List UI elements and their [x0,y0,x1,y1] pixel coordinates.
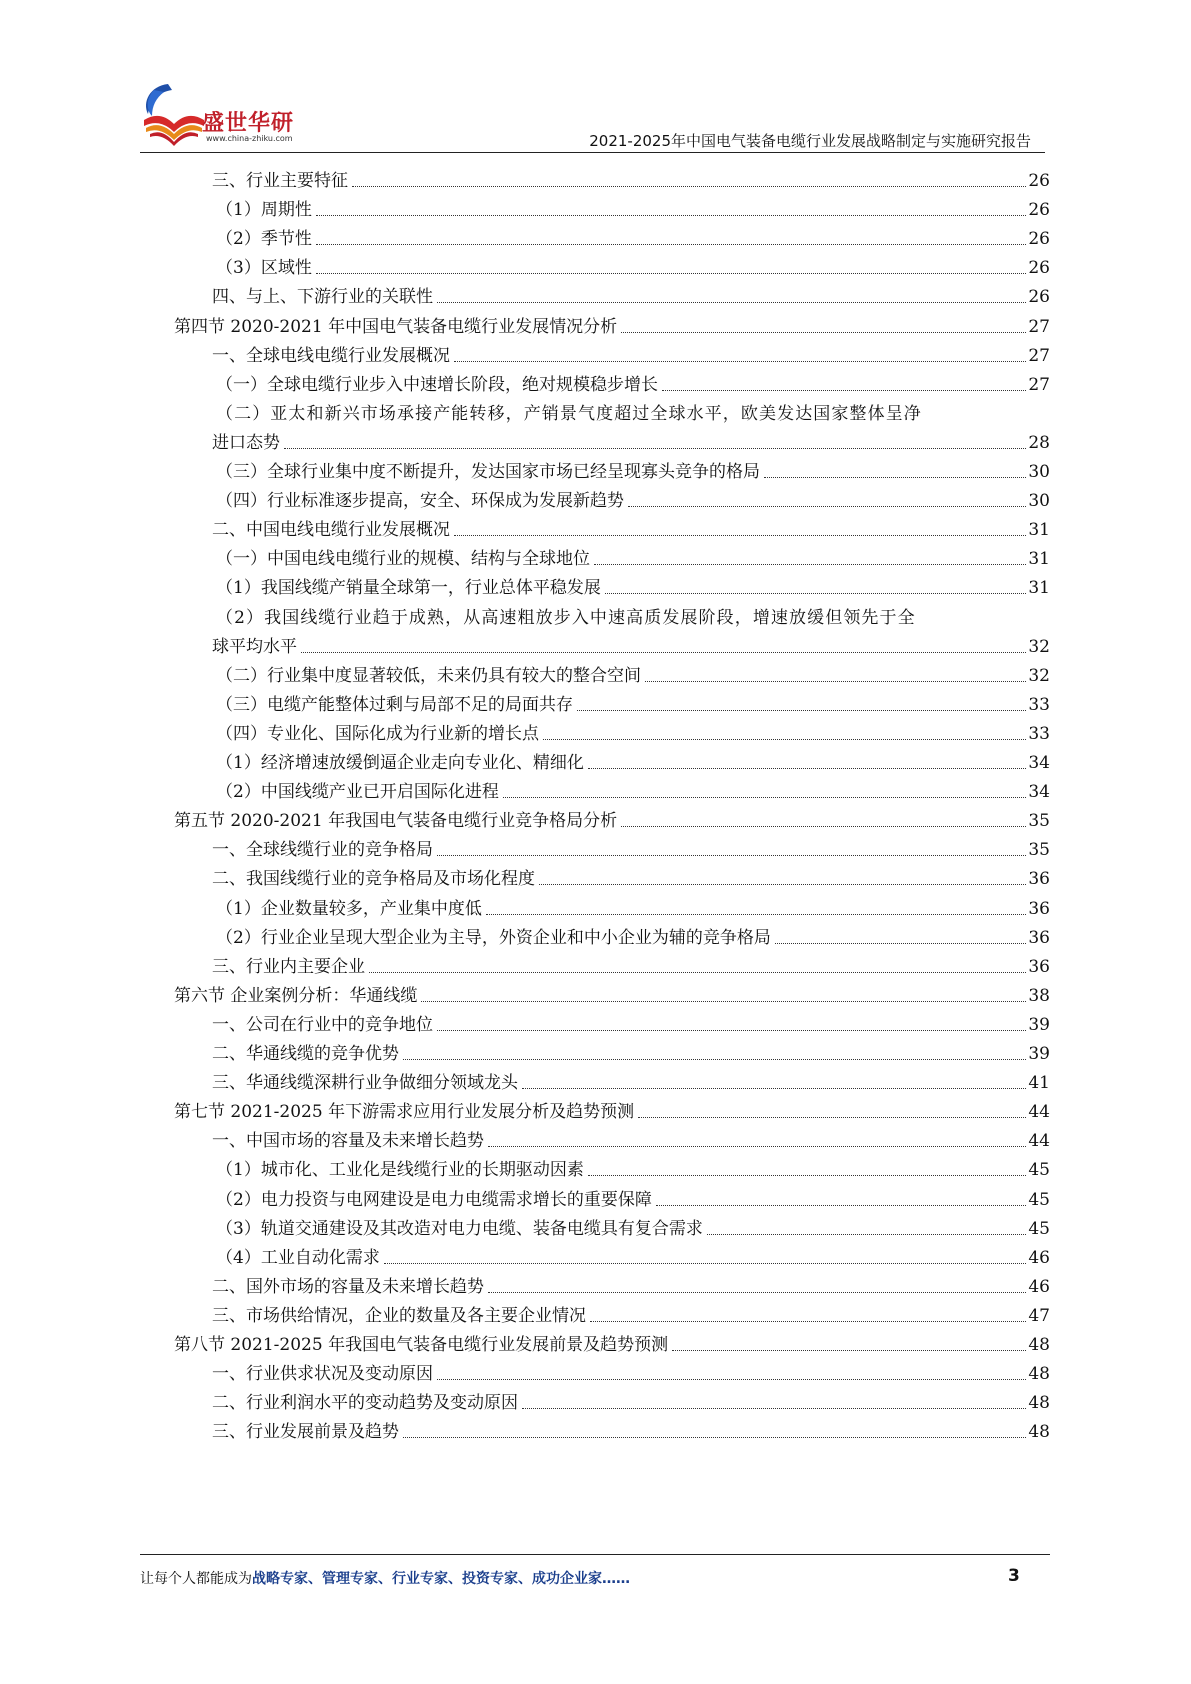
dot-leader [707,1234,1027,1235]
dot-leader [384,1263,1027,1264]
toc-entry-text: 第四节 2020-2021 年中国电气装备电缆行业发展情况分析 [174,316,618,337]
dot-leader [316,215,1027,216]
toc-entry-text: 一、全球电线电缆行业发展概况 [212,345,450,366]
toc-page-number: 39 [1028,1044,1050,1064]
toc-page-number: 32 [1028,665,1050,686]
toc-entry-text: （3）轨道交通建设及其改造对电力电缆、装备电缆具有复合需求 [216,1218,703,1239]
toc-entry-text: （2）电力投资与电网建设是电力电缆需求增长的重要保障 [216,1189,652,1210]
toc-entry-text: 三、市场供给情况，企业的数量及各主要企业情况 [212,1305,586,1326]
toc-entry[interactable] [216,715,1050,745]
toc-page-number: 36 [1028,956,1050,977]
toc-page-number: 36 [1028,927,1050,948]
toc-entry[interactable] [212,1268,1050,1298]
logo-url: www.china-zhiku.com [206,134,293,143]
toc-entry-text: 一、全球线缆行业的竞争格局 [212,840,433,861]
toc-page-number: 34 [1028,753,1050,773]
toc-entry-text: （1）经济增速放缓倒逼企业走向专业化、精细化 [216,753,584,773]
toc-page-number: 38 [1028,985,1050,1006]
dot-leader [590,1321,1026,1322]
toc-entry[interactable] [212,1006,1050,1036]
toc-entry[interactable] [212,162,1050,192]
toc-page-number: 39 [1028,1014,1050,1035]
toc-page-number: 35 [1028,840,1050,861]
toc-page-number: 47 [1028,1305,1050,1326]
toc-entry-text: （二）行业集中度显著较低，未来仍具有较大的整合空间 [216,665,641,686]
toc-entry[interactable] [174,308,1050,338]
dot-leader [764,477,1026,478]
toc-entry-text: 第六节 企业案例分析：华通线缆 [174,985,418,1006]
toc-entry[interactable] [216,686,1050,716]
toc-page-number: 27 [1028,345,1050,366]
footer-divider [140,1554,1050,1555]
slogan-highlight: 战略专家、管理专家、行业专家、投资专家、成功企业家…… [252,1571,630,1587]
toc-page-number: 32 [1028,636,1050,657]
page-number: 3 [1008,1566,1020,1586]
toc-page-number: 31 [1028,578,1050,599]
toc-page-number: 46 [1028,1276,1050,1297]
toc-page-number: 48 [1028,1364,1050,1385]
dot-leader [437,1379,1026,1380]
toc-page-number: 48 [1028,1335,1050,1355]
toc-entry[interactable] [212,1122,1050,1152]
toc-entry-text: 一、中国市场的容量及未来增长趋势 [212,1131,484,1152]
toc-entry-text: （1）企业数量较多，产业集中度低 [216,898,482,919]
dot-leader [621,332,1026,333]
toc-entry[interactable] [212,1384,1050,1414]
toc-entry[interactable] [212,337,1050,367]
toc-entry-text: 二、我国线缆行业的竞争格局及市场化程度 [212,869,535,890]
toc-page-number: 26 [1028,229,1050,250]
toc-entry[interactable] [212,948,1050,978]
toc-page-number: 26 [1028,287,1050,308]
toc-entry[interactable] [174,802,1050,832]
toc-entry-text: 四、与上、下游行业的关联性 [212,287,433,308]
toc-page-number: 35 [1028,811,1050,832]
dot-leader [437,302,1026,303]
toc-entry-text: （2）行业企业呈现大型企业为主导，外资企业和中小企业为辅的竞争格局 [216,927,771,948]
toc-entry[interactable] [212,1064,1050,1094]
toc-entry-text: （四）专业化、国际化成为行业新的增长点 [216,723,539,744]
toc-entry-text: 第八节 2021-2025 年我国电气装备电缆行业发展前景及趋势预测 [174,1335,669,1355]
dot-leader [628,506,1026,507]
dot-leader [588,768,1027,769]
toc-entry-text: （2）我国线缆行业趋于成熟，从高速粗放步入中速高质发展阶段，增速放缓但领先于全 [216,607,916,628]
page-header [0,0,1191,160]
toc-entry-continuation[interactable] [212,424,1050,454]
toc-entry[interactable] [212,831,1050,861]
toc-entry-text: （1）周期性 [216,200,312,221]
toc-entry-text: （一）中国电线电缆行业的规模、结构与全球地位 [216,549,590,570]
toc-entry[interactable] [212,1355,1050,1385]
toc-entry[interactable] [216,191,1050,221]
toc-page-number: 31 [1028,549,1050,570]
dot-leader [316,273,1027,274]
footer-slogan [140,1568,630,1588]
book-logo-icon [140,80,210,150]
dot-leader [301,652,1026,653]
toc-page-number: 30 [1028,462,1050,482]
toc-entry-text: （四）行业标准逐步提高，安全、环保成为发展新趋势 [216,491,624,512]
dot-leader [403,1437,1026,1438]
toc-entry-text: （1）我国线缆产销量全球第一，行业总体平稳发展 [216,578,601,599]
toc-entry[interactable] [216,1239,1050,1269]
toc-entry-text: 球平均水平 [212,636,297,657]
toc-entry-text: 一、行业供求状况及变动原因 [212,1364,433,1385]
dot-leader [488,1146,1026,1147]
dot-leader [662,390,1026,391]
dot-leader [454,361,1026,362]
logo-name: 盛世华研 [202,111,295,136]
toc-entry[interactable] [216,1210,1050,1240]
toc-page-number: 27 [1028,374,1050,395]
dot-leader [284,448,1026,449]
toc-page-number: 26 [1028,200,1050,221]
dot-leader [645,681,1026,682]
dot-leader [577,710,1026,711]
toc-page-number: 48 [1028,1393,1050,1414]
toc-entry-text: （2）中国线缆产业已开启国际化进程 [216,782,499,803]
dot-leader [656,1205,1027,1206]
dot-leader [437,855,1026,856]
dot-leader [522,1408,1026,1409]
toc-page-number: 34 [1028,782,1050,803]
toc-entry[interactable] [174,977,1050,1007]
toc-entry[interactable] [216,890,1050,920]
toc-entry[interactable] [216,220,1050,250]
toc-entry[interactable] [216,657,1050,687]
dot-leader [403,1059,1026,1060]
toc-entry[interactable] [216,1181,1050,1211]
dot-leader [437,1030,1026,1031]
toc-entry-text: 进口态势 [212,432,280,453]
toc-entry[interactable] [212,278,1050,308]
toc-entry[interactable] [216,453,1050,483]
toc-entry-text: （一）全球电缆行业步入中速增长阶段，绝对规模稳步增长 [216,374,658,395]
dot-leader [454,535,1026,536]
toc-page-number: 30 [1028,491,1050,512]
dot-leader [503,797,1027,798]
toc-entry[interactable] [216,919,1050,949]
toc-entry-text: （三）电缆产能整体过剩与局部不足的局面共存 [216,694,573,715]
toc-entry-text: 第七节 2021-2025 年下游需求应用行业发展分析及趋势预测 [174,1102,635,1123]
toc-page-number: 45 [1028,1218,1050,1239]
dot-leader [672,1350,1026,1351]
toc-entry[interactable] [216,482,1050,512]
toc-entry-text: 一、公司在行业中的竞争地位 [212,1014,433,1035]
toc-page-number: 27 [1028,316,1050,337]
toc-entry[interactable] [212,860,1050,890]
dot-leader [621,826,1026,827]
toc-page-number: 41 [1028,1073,1050,1094]
dot-leader [316,244,1027,245]
dot-leader [522,1088,1026,1089]
dot-leader [605,593,1027,594]
toc-entry[interactable] [174,1093,1050,1123]
toc-entry-text: 二、华通线缆的竞争优势 [212,1044,399,1064]
toc-page-number: 31 [1028,520,1050,541]
header-divider [140,152,1045,153]
toc-entry[interactable] [212,1035,1050,1065]
dot-leader [543,739,1026,740]
toc-entry-continuation[interactable] [212,628,1050,658]
toc-page-number: 26 [1028,171,1050,191]
slogan-prefix: 让每个人都能成为 [140,1571,252,1587]
toc-page-number: 33 [1028,723,1050,744]
toc-entry-text: （三）全球行业集中度不断提升，发达国家市场已经呈现寡头竞争的格局 [216,462,760,482]
dot-leader [369,972,1026,973]
toc-entry[interactable] [216,395,1050,425]
toc-entry[interactable] [216,249,1050,279]
toc-entry-text: 三、行业主要特征 [212,171,348,191]
toc-page-number: 26 [1028,258,1050,279]
dot-leader [775,943,1027,944]
toc-entry-text: （2）季节性 [216,229,312,250]
toc-entry[interactable] [212,511,1050,541]
toc-entry[interactable] [212,1413,1050,1443]
toc-entry-text: （3）区域性 [216,258,312,279]
toc-entry[interactable] [216,599,1050,629]
toc-entry-text: （二）亚太和新兴市场承接产能转移，产销景气度超过全球水平，欧美发达国家整体呈净 [216,403,922,424]
toc-entry[interactable] [216,1151,1050,1181]
toc-entry-text: 三、华通线缆深耕行业争做细分领域龙头 [212,1073,518,1094]
toc-entry-text: 二、中国电线电缆行业发展概况 [212,520,450,541]
toc-entry-text: （4）工业自动化需求 [216,1247,380,1268]
dot-leader [488,1292,1026,1293]
toc-page-number: 46 [1028,1247,1050,1268]
dot-leader [594,564,1026,565]
toc-entry-text: （1）城市化、工业化是线缆行业的长期驱动因素 [216,1160,584,1181]
report-title: 2021-2025年中国电气装备电缆行业发展战略制定与实施研究报告 [589,132,1031,150]
toc-page-number: 36 [1028,869,1050,890]
toc-page-number: 44 [1028,1102,1050,1123]
toc-entry-text: 三、行业发展前景及趋势 [212,1422,399,1443]
company-logo [140,80,320,150]
toc-entry[interactable] [212,1297,1050,1327]
dot-leader [588,1175,1027,1176]
dot-leader [421,1001,1026,1002]
toc-entry-text: 三、行业内主要企业 [212,956,365,977]
toc-page-number: 28 [1028,432,1050,453]
toc-entry[interactable] [216,569,1050,599]
toc-entry[interactable] [216,744,1050,774]
dot-leader [638,1117,1026,1118]
toc-entry[interactable] [216,540,1050,570]
toc-entry-text: 二、国外市场的容量及未来增长趋势 [212,1276,484,1297]
dot-leader [539,884,1026,885]
toc-entry[interactable] [216,773,1050,803]
toc-entry-text: 第五节 2020-2021 年我国电气装备电缆行业竞争格局分析 [174,811,618,832]
toc-entry-text: 二、行业利润水平的变动趋势及变动原因 [212,1393,518,1414]
dot-leader [352,186,1026,187]
toc-page-number: 36 [1028,898,1050,919]
toc-page-number: 45 [1028,1160,1050,1181]
toc-page-number: 45 [1028,1189,1050,1210]
toc-page-number: 44 [1028,1131,1050,1152]
dot-leader [486,914,1027,915]
toc-page-number: 48 [1028,1422,1050,1443]
toc-page-number: 33 [1028,694,1050,715]
toc-entry[interactable] [174,1326,1050,1356]
toc-entry[interactable] [216,366,1050,396]
